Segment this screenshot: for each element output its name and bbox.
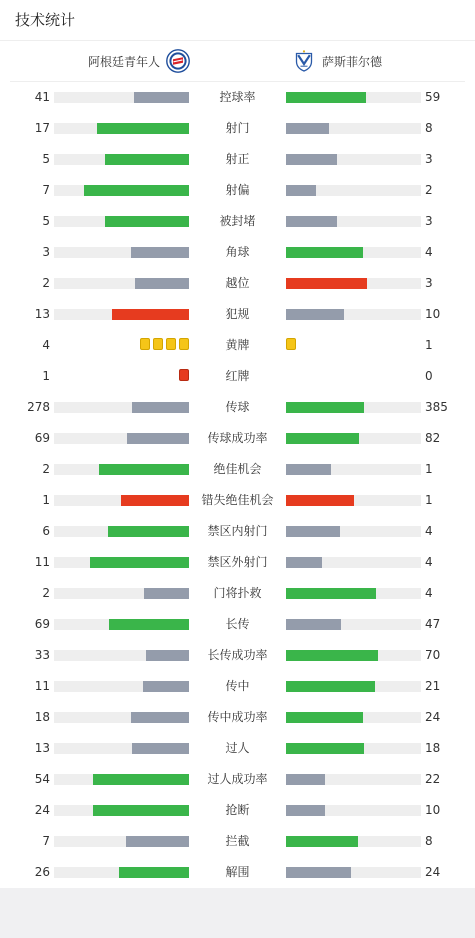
home-stat-bar [93, 805, 189, 816]
home-stat-bar-track [54, 774, 189, 785]
home-stat-bar-track [54, 743, 189, 754]
away-stat-bar [286, 92, 366, 103]
away-stat-bar-track [286, 867, 421, 878]
stat-label: 禁区外射门 [207, 555, 268, 569]
home-stat-value: 2 [42, 462, 50, 476]
home-stat-bar [126, 836, 189, 847]
away-stat-value: 1 [425, 493, 433, 507]
away-stat-value: 70 [425, 648, 441, 662]
away-stat-value: 1 [425, 462, 433, 476]
home-stat-value: 1 [42, 369, 50, 383]
home-stat-bar-track [54, 836, 189, 847]
stat-row [0, 113, 475, 144]
red-card-icon [179, 369, 189, 381]
home-stat-value: 11 [34, 555, 50, 569]
stat-row [0, 299, 475, 330]
section-title: 技术统计 [15, 11, 76, 29]
home-stat-bar [109, 619, 189, 630]
away-stat-value: 0 [425, 369, 433, 383]
stat-label: 传球 [225, 400, 250, 414]
stat-row [0, 857, 475, 888]
stat-row [0, 361, 475, 392]
home-stat-bar-track [54, 247, 189, 258]
stat-row [0, 640, 475, 671]
away-stat-bar-track [286, 402, 421, 413]
home-stat-bar [112, 309, 189, 320]
home-stat-value: 278 [27, 400, 50, 414]
argentinos-juniors-crest-icon [166, 49, 190, 73]
stat-row [0, 454, 475, 485]
home-stat-bar-track [54, 650, 189, 661]
away-stat-bar [286, 712, 363, 723]
home-stat-bar-track [54, 433, 189, 444]
stat-label: 抢断 [225, 803, 250, 817]
home-stat-bar-track [54, 588, 189, 599]
stat-label: 门将扑救 [213, 586, 262, 600]
stat-row [0, 733, 475, 764]
home-stat-bar [132, 743, 189, 754]
home-stat-value: 5 [42, 214, 50, 228]
home-stat-value: 7 [42, 183, 50, 197]
away-stat-bar-track [286, 154, 421, 165]
stat-row [0, 485, 475, 516]
stat-row [0, 826, 475, 857]
yellow-card-icon [153, 338, 163, 350]
away-stat-bar-track [286, 588, 421, 599]
stat-label: 控球率 [219, 90, 256, 104]
stat-label: 绝佳机会 [213, 462, 262, 476]
stat-label: 禁区内射门 [207, 524, 268, 538]
home-stat-value: 26 [34, 865, 50, 879]
stat-row [0, 671, 475, 702]
away-stat-bar [286, 216, 337, 227]
away-stat-bar [286, 495, 354, 506]
home-stat-bar [144, 588, 189, 599]
home-stat-bar [90, 557, 189, 568]
home-stat-value: 69 [34, 617, 50, 631]
away-stat-bar-track [286, 743, 421, 754]
away-stat-bar-track [286, 123, 421, 134]
away-stat-value: 22 [425, 772, 441, 786]
away-stat-bar-track [286, 92, 421, 103]
stat-label: 角球 [225, 245, 250, 259]
away-stat-bar [286, 278, 367, 289]
home-stat-value: 18 [34, 710, 50, 724]
stat-label: 被封堵 [219, 214, 256, 228]
home-stat-value: 41 [34, 90, 50, 104]
home-stat-bar-track [54, 123, 189, 134]
home-stat-value: 54 [34, 772, 50, 786]
away-stat-bar [286, 836, 358, 847]
stat-label: 红牌 [225, 369, 250, 383]
away-stat-bar [286, 867, 351, 878]
home-stat-bar [105, 216, 189, 227]
home-stat-bar [131, 247, 189, 258]
away-stat-bar [286, 402, 364, 413]
home-stat-bar-track [54, 154, 189, 165]
home-stat-bar [99, 464, 189, 475]
away-stat-value: 24 [425, 865, 441, 879]
away-stat-bar-track [286, 247, 421, 258]
away-stat-value: 8 [425, 834, 433, 848]
away-stat-bar-track [286, 681, 421, 692]
away-stat-value: 4 [425, 524, 433, 538]
away-stat-value: 24 [425, 710, 441, 724]
stat-label: 拦截 [225, 834, 250, 848]
stats-list [0, 82, 475, 888]
away-stat-bar [286, 154, 337, 165]
away-stat-bar-track [286, 836, 421, 847]
home-stat-value: 3 [42, 245, 50, 259]
away-stat-bar-track [286, 557, 421, 568]
away-stat-bar-track [286, 650, 421, 661]
stat-row [0, 547, 475, 578]
away-stat-value: 59 [425, 90, 441, 104]
home-stat-value: 4 [42, 338, 50, 352]
stat-label: 传中 [225, 679, 250, 693]
stat-label: 射偏 [225, 183, 250, 197]
away-stat-value: 3 [425, 276, 433, 290]
home-stat-value: 17 [34, 121, 50, 135]
home-stat-bar [131, 712, 189, 723]
away-stat-value: 10 [425, 803, 441, 817]
away-stat-bar-track [286, 805, 421, 816]
away-stat-value: 1 [425, 338, 433, 352]
home-stat-bar-track [54, 402, 189, 413]
away-stat-bar-track [286, 185, 421, 196]
home-stat-bar-track [54, 805, 189, 816]
away-stat-bar [286, 309, 344, 320]
home-stat-bar-track [54, 712, 189, 723]
yellow-card-icon [166, 338, 176, 350]
yellow-card-icon [140, 338, 150, 350]
home-stat-bar [93, 774, 189, 785]
away-cards [286, 338, 296, 352]
away-stat-bar [286, 681, 375, 692]
home-stat-bar-track [54, 216, 189, 227]
home-stat-bar [146, 650, 189, 661]
home-stat-bar [121, 495, 189, 506]
away-stat-value: 47 [425, 617, 441, 631]
away-stat-value: 385 [425, 400, 448, 414]
home-stat-value: 1 [42, 493, 50, 507]
away-stat-value: 4 [425, 555, 433, 569]
stat-label: 错失绝佳机会 [201, 493, 274, 507]
home-stat-value: 13 [34, 741, 50, 755]
away-stat-bar [286, 743, 364, 754]
away-stat-bar-track [286, 464, 421, 475]
away-stat-value: 8 [425, 121, 433, 135]
stat-row [0, 237, 475, 268]
home-stat-value: 7 [42, 834, 50, 848]
home-stat-bar [135, 278, 189, 289]
away-stat-value: 4 [425, 245, 433, 259]
home-stat-value: 11 [34, 679, 50, 693]
home-stat-value: 33 [34, 648, 50, 662]
away-stat-value: 10 [425, 307, 441, 321]
stat-row [0, 795, 475, 826]
away-stat-bar [286, 588, 376, 599]
home-stat-bar-track [54, 867, 189, 878]
stat-label: 传球成功率 [207, 431, 268, 445]
away-stat-bar [286, 464, 331, 475]
away-stat-bar-track [286, 216, 421, 227]
stat-row [0, 609, 475, 640]
home-stat-bar [132, 402, 189, 413]
stat-row [0, 268, 475, 299]
away-stat-bar-track [286, 495, 421, 506]
stat-row [0, 578, 475, 609]
home-stat-bar [84, 185, 189, 196]
stat-label: 射正 [225, 152, 250, 166]
away-stat-bar [286, 805, 325, 816]
away-stat-bar-track [286, 526, 421, 537]
away-stat-bar-track [286, 278, 421, 289]
stat-row [0, 175, 475, 206]
away-stat-bar [286, 557, 322, 568]
home-stat-bar-track [54, 309, 189, 320]
home-stat-bar-track [54, 92, 189, 103]
away-stat-value: 2 [425, 183, 433, 197]
home-stat-value: 24 [34, 803, 50, 817]
home-stat-bar-track [54, 557, 189, 568]
home-stat-bar-track [54, 185, 189, 196]
away-stat-bar [286, 247, 363, 258]
stat-label: 越位 [225, 276, 250, 290]
away-stat-bar [286, 650, 378, 661]
home-stat-value: 5 [42, 152, 50, 166]
away-stat-value: 21 [425, 679, 441, 693]
away-team[interactable] [292, 49, 382, 73]
home-stat-value: 69 [34, 431, 50, 445]
stat-label: 过人 [225, 741, 250, 755]
home-stat-bar-track [54, 681, 189, 692]
home-stat-bar [127, 433, 189, 444]
stat-row [0, 206, 475, 237]
home-team[interactable] [88, 49, 190, 73]
home-stat-bar-track [54, 464, 189, 475]
stat-label: 传中成功率 [207, 710, 268, 724]
away-stat-bar [286, 619, 341, 630]
stat-label: 解围 [225, 865, 250, 879]
home-stat-bar [97, 123, 189, 134]
stat-label: 黄牌 [225, 338, 250, 352]
teams-header [0, 41, 475, 81]
stat-row [0, 144, 475, 175]
home-cards [179, 369, 189, 383]
away-stat-value: 4 [425, 586, 433, 600]
away-stat-bar [286, 774, 325, 785]
away-stat-bar [286, 433, 359, 444]
away-stat-value: 18 [425, 741, 441, 755]
away-stat-value: 3 [425, 214, 433, 228]
velez-sarsfield-crest-icon [292, 49, 316, 73]
home-stat-value: 2 [42, 276, 50, 290]
stat-label: 犯规 [225, 307, 250, 321]
home-stat-bar [134, 92, 189, 103]
home-stat-bar-track [54, 495, 189, 506]
away-stat-bar [286, 123, 329, 134]
home-stat-bar [119, 867, 189, 878]
stat-row [0, 330, 475, 361]
away-stat-bar-track [286, 619, 421, 630]
stat-row [0, 764, 475, 795]
stat-label: 长传 [225, 617, 250, 631]
home-stat-value: 6 [42, 524, 50, 538]
home-stat-value: 13 [34, 307, 50, 321]
stat-row [0, 423, 475, 454]
stat-label: 射门 [225, 121, 250, 135]
home-team-name: 阿根廷青年人 [87, 54, 160, 69]
stat-label: 长传成功率 [207, 648, 268, 662]
stat-row [0, 516, 475, 547]
home-cards [140, 338, 189, 352]
away-team-name: 萨斯菲尔德 [322, 54, 383, 69]
stat-row [0, 702, 475, 733]
home-stat-value: 2 [42, 586, 50, 600]
yellow-card-icon [286, 338, 296, 350]
stat-label: 过人成功率 [207, 772, 268, 786]
home-stat-bar [108, 526, 189, 537]
home-stat-bar-track [54, 526, 189, 537]
stat-row [0, 82, 475, 113]
away-stat-bar-track [286, 712, 421, 723]
home-stat-bar [143, 681, 189, 692]
home-stat-bar-track [54, 278, 189, 289]
stat-row [0, 392, 475, 423]
away-stat-bar-track [286, 309, 421, 320]
home-stat-bar [105, 154, 189, 165]
home-stat-bar-track [54, 619, 189, 630]
yellow-card-icon [179, 338, 189, 350]
away-stat-bar [286, 526, 340, 537]
away-stat-value: 82 [425, 431, 441, 445]
away-stat-value: 3 [425, 152, 433, 166]
away-stat-bar-track [286, 774, 421, 785]
away-stat-bar-track [286, 433, 421, 444]
away-stat-bar [286, 185, 316, 196]
